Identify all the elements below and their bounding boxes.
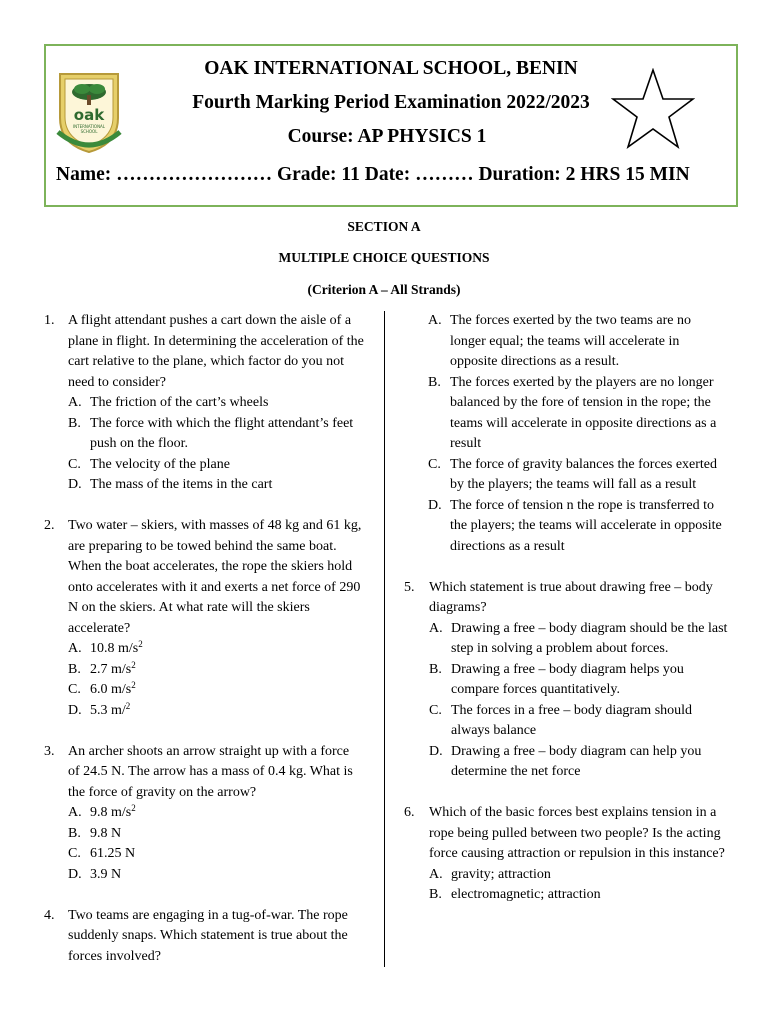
option: C. The force of gravity balances the forces exerted by the players; the teams will fall as a result [428,456,718,492]
option: C. The forces in a free – body diagram should always balance [429,702,693,738]
option: D. Drawing a free – body diagram can help you determine the net force [429,743,702,779]
question-number: 3. [44,743,55,759]
section-subtitle: MULTIPLE CHOICE QUESTIONS [278,250,490,265]
exam-header-box [44,44,738,207]
option: B. 2.7 $m/s^2$ [68,659,136,677]
question-number: 4. [44,907,55,923]
school-name: OAK INTERNATIONAL SCHOOL, BENIN [204,58,578,79]
student-info-line [56,164,690,186]
question-number: 5. [404,579,415,595]
question-number: 1. [44,313,55,328]
exam-title: Fourth Marking Period Examination 2022/2023 [192,92,590,113]
svg-text:oak: oak [73,106,105,124]
question-text: Two teams are engaging in a tug-of-war. The rope suddenly snaps. Which statement is true about the forces involved? [68,907,348,964]
question [44,906,364,968]
option: A. 9.8 $m/s^2$ [68,803,136,820]
option: C. 6.0 $m/s^2$ [68,680,136,697]
option: B. 9.8 N [68,825,122,841]
grade-field: Grade: 11 [276,164,360,185]
question [44,516,364,721]
option: A. Drawing a free – body diagram should be the last step in solving a problem about forces. [429,620,728,656]
svg-text:INTERNATIONAL: INTERNATIONAL [72,124,106,129]
question-text: An archer shoots an arrow straight up with a force of 24.5 N. The arrow has a mass of 0.4 kg. What is the force of gravity on the arrow? [68,743,353,800]
svg-text:SCHOOL: SCHOOL [80,129,98,134]
option: B. The force with which the flight attendant’s feet push on the floor. [68,415,354,451]
option: B. Drawing a free – body diagram helps you compare forces quantitatively. [429,661,684,697]
left-column [44,311,364,967]
option: B. The forces exerted by the players are no longer balanced by the fore of tension in the rope; the teams will accelerate in opposite directions as a result [428,374,717,451]
option: D. The force of tension n the rope is transferred to the players; the teams will accelerate in opposite directions as a result [428,497,722,554]
section-criterion: (Criterion A – All Strands) [307,282,461,297]
option: A. The forces exerted by the two teams are no longer equal; the teams will accelerate in opposite directions as a result. [428,313,692,369]
question [402,803,730,906]
question [402,578,730,783]
question-number: 6. [404,805,415,820]
duration-field: Duration: 2 HRS 15 MIN [478,164,690,185]
option: D. 5.3 m/$^2$ [68,700,131,718]
option: A. 10.8 $m/s^2$ [68,639,143,656]
question-text: A flight attendant pushes a cart down the aisle of a plane in flight. In determining the acceleration of the cart relative to the plane, which factor do you not need to consider? [68,313,364,390]
question [44,742,364,886]
option: C. 61.25 N [68,846,136,861]
right-column [402,311,730,906]
course-title: Course: AP PHYSICS 1 [287,126,487,147]
option: A. The friction of the cart’s wheels [68,395,269,410]
name-field: Name: …………………… [56,164,273,185]
option: A. gravity; attraction [429,866,551,882]
column-divider [384,311,385,967]
section-title: SECTION A [347,219,421,234]
question-text: Two water – skiers, with masses of 48 kg and 61 kg, are preparing to be towed behind the same boat. When the boat accelerates, the rope the skiers hold onto accelerates with it and exerts a net force of 290 N on the skiers. At what rate will the skiers accelerate? [68,518,362,636]
option: C. The velocity of the plane [68,456,230,472]
option: D. 3.9 N [68,866,122,882]
question [44,311,364,496]
star-icon [611,68,695,150]
question-text: Which statement is true about drawing free – body diagrams? [429,579,713,615]
question-number: 2. [44,518,55,533]
option: D. The mass of the items in the cart [68,477,273,492]
date-field: Date: ……… [364,164,474,185]
question-text: Which of the basic forces best explains tension in a rope being pulled between two people? Is the acting force causing attraction or repulsion in this instance? [429,805,725,861]
option: B. electromagnetic; attraction [429,887,601,902]
